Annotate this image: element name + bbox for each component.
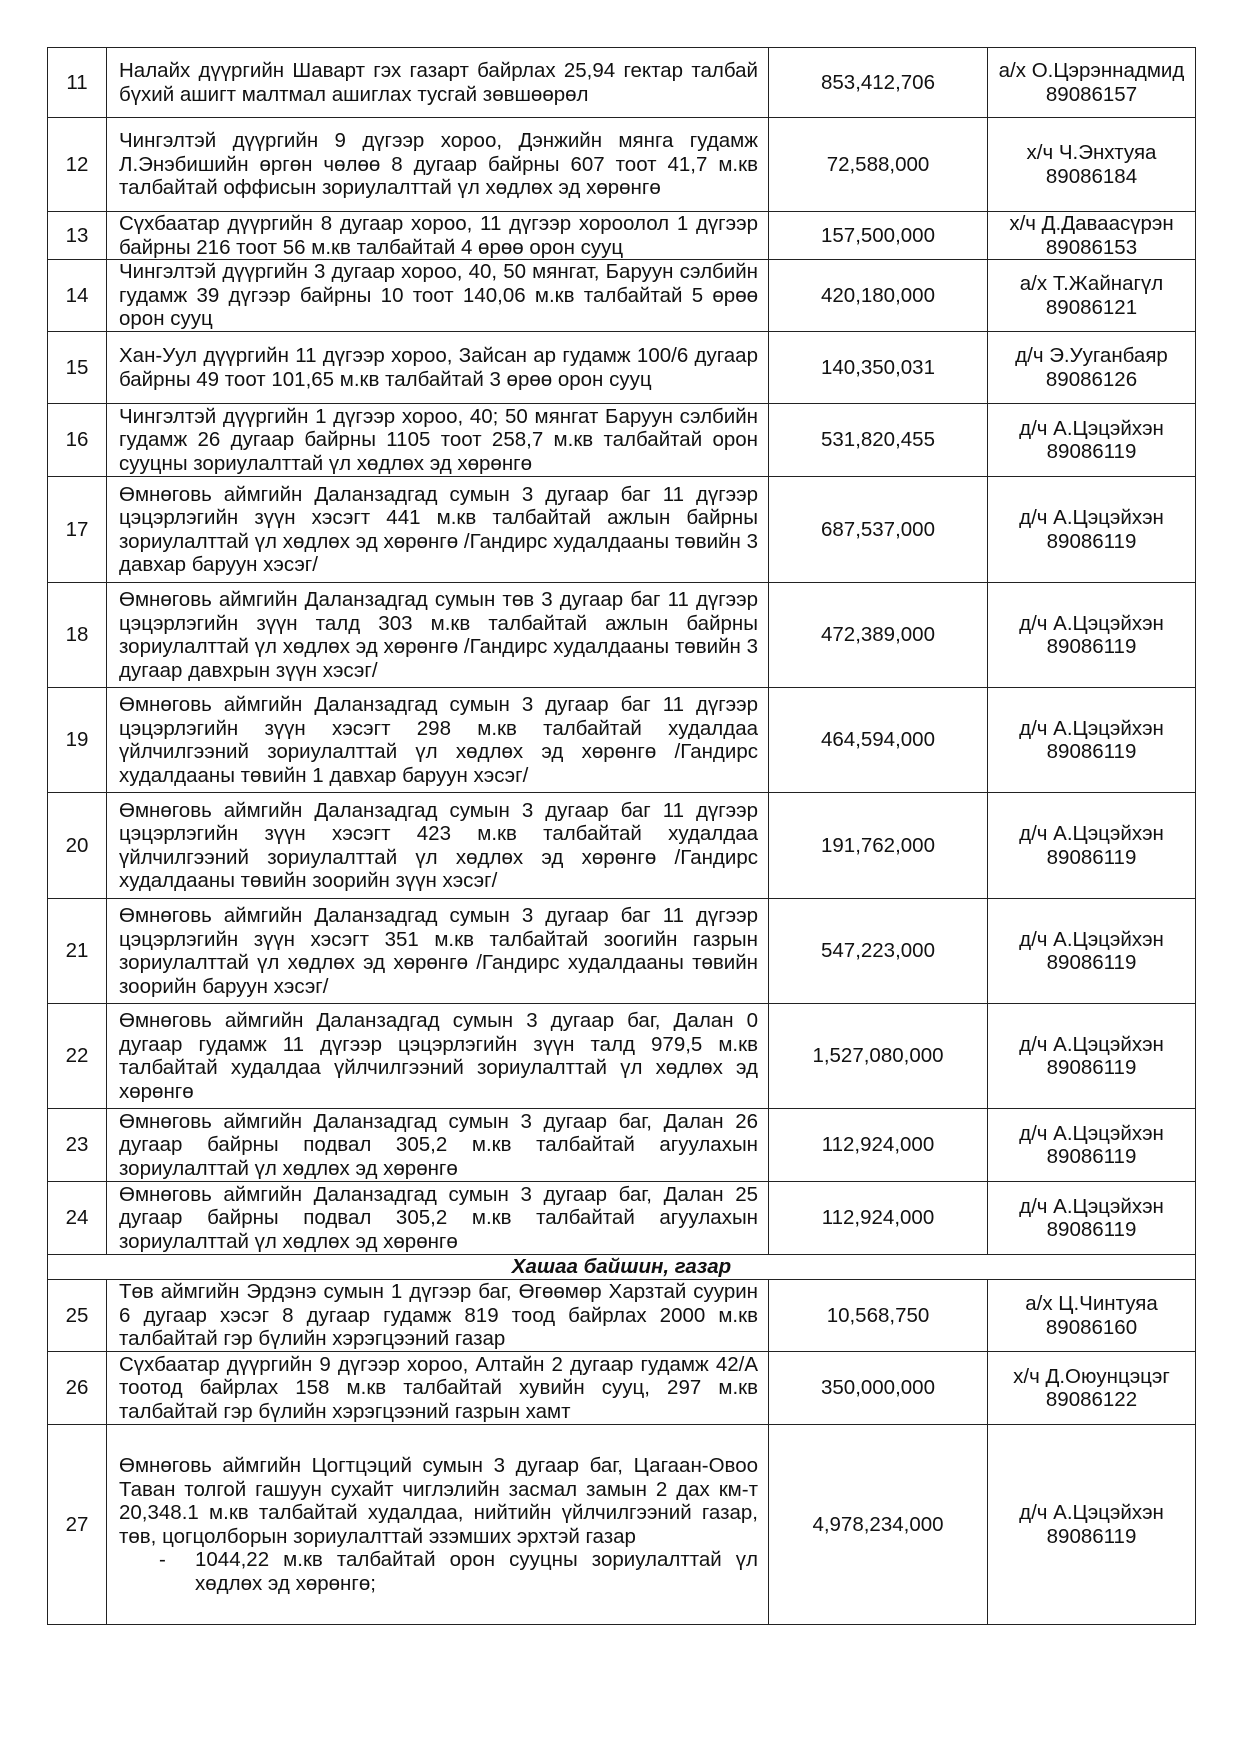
contact-phone: 89086184 [1045,164,1138,188]
contact-phone: 89086121 [1045,295,1138,319]
row-number: 18 [48,583,107,688]
table-row [48,477,1196,583]
row-price: 472,389,000 [769,583,988,688]
contact-name: д/ч А.Цэцэйхэн [1019,1501,1164,1524]
row-description: Налайх дүүргийн Шаварт гэх газарт байрлах 25,94 гектар талбай бүхий ашигт малтмал ашиглах тусгай зөвшөөрөл [107,48,769,118]
table-row [48,1109,1196,1182]
row-contact [988,1425,1196,1625]
contact-name: д/ч А.Цэцэйхэн [1019,506,1164,529]
row-contact [988,118,1196,212]
row-contact [988,1004,1196,1109]
contact-name: д/ч А.Цэцэйхэн [1019,927,1164,951]
row-description: Өмнөговь аймгийн Даланзадгад сумын 3 дугаар баг, Далан 0 дугаар гудамж 11 дүгээр цэцэрлэгийн зүүн талд 979,5 м.кв талбайтай худалдаа үйлчилгээний зориулалттай үл хөдлөх эд хөрөнгө [107,1004,769,1109]
row-description-text: Өмнөговь аймгийн Цогтцэций сумын 3 дугаар баг, Цагаан-Овоо Таван толгой гашуун сухайт чиглэлийн засмал замын 2 дах км-т 20,348.1 м.кв талбайтай худалдаа, нийтийн үйлчилгээний газар, төв, цогцолборын зориулалттай эзэмших эрхтэй газар [119,1454,758,1548]
section-header-row [48,1255,1196,1280]
contact-name: а/х Ц.Чинтуяа [1025,1292,1158,1315]
contact-phone: 89086119 [1046,1218,1137,1241]
row-price: 157,500,000 [769,212,988,260]
contact-name: д/ч А.Цэцэйхэн [1019,416,1164,440]
contact-phone: 89086119 [1046,440,1137,463]
contact-phone: 89086122 [1045,1388,1138,1411]
sub-item [119,1548,758,1595]
row-description [107,1425,769,1625]
row-number: 23 [48,1109,107,1182]
row-number: 27 [48,1425,107,1625]
contact-name: х/ч Д.Оюунцэцэг [1013,1364,1170,1388]
row-number: 20 [48,793,107,899]
row-description: Хан-Уул дүүргийн 11 дүгээр хороо, Зайсан ар гудамж 100/6 дугаар байрны 49 тоот 101,65 м.кв талбайтай 3 өрөө орон сууц [107,332,769,404]
row-description: Чингэлтэй дүүргийн 9 дүгээр хороо, Дэнжийн мянга гудамж Л.Энэбишийн өргөн чөлөө 8 дугаар байрны 607 тоот 41,7 м.кв талбайтай оффисын зориулалттай үл хөдлөх эд хөрөнгө [107,118,769,212]
contact-phone: 89086160 [1045,1315,1138,1339]
contact-name: х/ч Д.Даваасүрэн [1009,212,1174,235]
row-contact [988,1352,1196,1425]
row-number: 11 [48,48,107,118]
contact-name: д/ч А.Цэцэйхэн [1019,1194,1164,1218]
contact-name: х/ч Ч.Энхтуяа [1026,141,1157,164]
row-price: 112,924,000 [769,1182,988,1255]
table-row [48,118,1196,212]
row-number: 25 [48,1280,107,1352]
contact-phone: 89086157 [1045,82,1138,106]
contact-phone: 89086119 [1046,951,1137,974]
table-row [48,1182,1196,1255]
table-row [48,899,1196,1004]
table-row [48,1352,1196,1425]
row-description: Чингэлтэй дүүргийн 3 дугаар хороо, 40, 50 мянгат, Баруун сэлбийн гудамж 39 дүгээр байрны 10 тоот 140,06 м.кв талбайтай 5 өрөө орон сууц [107,260,769,332]
row-description: Төв аймгийн Эрдэнэ сумын 1 дүгээр баг, Өгөөмөр Харзтай суурин 6 дугаар хэсэг 8 дугаар гудамж 819 тоод байрлах 2000 м.кв талбайтай гэр бүлийн хэрэгцээний газар [107,1280,769,1352]
contact-phone: 89086126 [1045,367,1138,391]
row-number: 24 [48,1182,107,1255]
table-row [48,260,1196,332]
row-number: 16 [48,404,107,477]
row-number: 26 [48,1352,107,1425]
row-description: Өмнөговь аймгийн Даланзадгад сумын 3 дугаар баг 11 дүгээр цэцэрлэгийн зүүн хэсэгт 351 м.кв талбайтай зоогийн газрын зориулалттай үл хөдлөх эд хөрөнгө /Гандирс худалдааны төвийн зоорийн баруун хэсэг/ [107,899,769,1004]
contact-name: а/х Т.Жайнагүл [1019,272,1164,295]
contact-phone: 89086119 [1046,740,1137,763]
row-price: 1,527,080,000 [769,1004,988,1109]
table-row [48,404,1196,477]
row-contact [988,332,1196,404]
table-row [48,688,1196,793]
table-row [48,1425,1196,1625]
row-description: Өмнөговь аймгийн Даланзадгад сумын төв 3 дугаар баг 11 дүгээр цэцэрлэгийн зүүн талд 303 м.кв талбайтай ажлын байрны зориулалттай үл хөдлөх эд хөрөнгө /Гандирс худалдааны төвийн 3 дугаар давхрын зүүн хэсэг/ [107,583,769,688]
contact-name: д/ч А.Цэцэйхэн [1019,822,1164,845]
asset-table [47,47,1196,1625]
row-price: 72,588,000 [769,118,988,212]
sub-item-dash: - [159,1548,166,1571]
contact-phone: 89086119 [1046,1524,1137,1548]
row-price: 112,924,000 [769,1109,988,1182]
contact-phone: 89086153 [1045,235,1138,259]
contact-name: д/ч А.Цэцэйхэн [1019,716,1164,740]
table-row [48,793,1196,899]
contact-name: а/х О.Цэрэннадмид [998,59,1185,82]
row-contact [988,688,1196,793]
row-price: 420,180,000 [769,260,988,332]
row-description: Чингэлтэй дүүргийн 1 дүгээр хороо, 40; 50 мянгат Баруун сэлбийн гудамж 26 дугаар байрны 1105 тоот 258,7 м.кв талбайтай орон сууцны зориулалттай үл хөдлөх эд хөрөнгө [107,404,769,477]
row-contact [988,1109,1196,1182]
contact-phone: 89086119 [1046,845,1137,869]
contact-name: д/ч А.Цэцэйхэн [1019,611,1164,635]
row-price: 531,820,455 [769,404,988,477]
contact-name: д/ч Э.Ууганбаяр [1015,344,1168,367]
row-contact [988,212,1196,260]
row-contact [988,899,1196,1004]
table-row [48,48,1196,118]
row-description: Өмнөговь аймгийн Даланзадгад сумын 3 дугаар баг 11 дүгээр цэцэрлэгийн зүүн хэсэгт 298 м.кв талбайтай худалдаа үйлчилгээний зориулалттай үл хөдлөх эд хөрөнгө /Гандирс худалдааны төвийн 1 давхар баруун хэсэг/ [107,688,769,793]
row-price: 140,350,031 [769,332,988,404]
table-row [48,583,1196,688]
row-description: Өмнөговь аймгийн Даланзадгад сумын 3 дугаар баг 11 дүгээр цэцэрлэгийн зүүн хэсэгт 423 м.кв талбайтай худалдаа үйлчилгээний зориулалттай үл хөдлөх эд хөрөнгө /Гандирс худалдааны төвийн зоорийн зүүн хэсэг/ [107,793,769,899]
table-row [48,1004,1196,1109]
row-contact [988,48,1196,118]
row-price: 853,412,706 [769,48,988,118]
section-title: Хашаа байшин, газар [48,1255,1196,1280]
row-price: 350,000,000 [769,1352,988,1425]
row-description: Өмнөговь аймгийн Даланзадгад сумын 3 дугаар баг 11 дүгээр цэцэрлэгийн зүүн хэсэгт 441 м.кв талбайтай ажлын байрны зориулалттай үл хөдлөх эд хөрөнгө /Гандирс худалдааны төвийн 3 давхар баруун хэсэг/ [107,477,769,583]
row-number: 14 [48,260,107,332]
sub-item-text: 1044,22 м.кв талбайтай орон сууцны зориулалттай үл хөдлөх эд хөрөнгө; [195,1548,758,1595]
row-contact [988,1280,1196,1352]
row-price: 191,762,000 [769,793,988,899]
row-contact [988,583,1196,688]
row-contact [988,793,1196,899]
row-number: 12 [48,118,107,212]
table-row [48,1280,1196,1352]
contact-name: д/ч А.Цэцэйхэн [1019,1032,1164,1056]
contact-phone: 89086119 [1046,529,1137,553]
row-number: 15 [48,332,107,404]
row-description: Сүхбаатар дүүргийн 9 дүгээр хороо, Алтайн 2 дугаар гудамж 42/А тоотод байрлах 158 м.кв талбайтай хувийн сууц, 297 м.кв талбайтай гэр бүлийн хэрэгцээний газрын хамт [107,1352,769,1425]
contact-phone: 89086119 [1046,635,1137,658]
row-price: 464,594,000 [769,688,988,793]
row-contact [988,260,1196,332]
row-contact [988,404,1196,477]
row-number: 22 [48,1004,107,1109]
table-row [48,332,1196,404]
row-number: 13 [48,212,107,260]
contact-phone: 89086119 [1046,1145,1137,1168]
row-number: 19 [48,688,107,793]
contact-name: д/ч А.Цэцэйхэн [1019,1121,1164,1145]
row-number: 21 [48,899,107,1004]
row-description: Өмнөговь аймгийн Даланзадгад сумын 3 дугаар баг, Далан 26 дугаар байрны подвал 305,2 м.кв талбайтай агуулахын зориулалттай үл хөдлөх эд хөрөнгө [107,1109,769,1182]
row-description: Сүхбаатар дүүргийн 8 дугаар хороо, 11 дүгээр хороолол 1 дүгээр байрны 216 тоот 56 м.кв талбайтай 4 өрөө орон сууц [107,212,769,260]
row-price: 687,537,000 [769,477,988,583]
row-contact [988,1182,1196,1255]
contact-phone: 89086119 [1046,1056,1137,1079]
row-price: 10,568,750 [769,1280,988,1352]
row-price: 547,223,000 [769,899,988,1004]
table-row [48,212,1196,260]
row-price: 4,978,234,000 [769,1425,988,1625]
row-description: Өмнөговь аймгийн Даланзадгад сумын 3 дугаар баг, Далан 25 дугаар байрны подвал 305,2 м.кв талбайтай агуулахын зориулалттай үл хөдлөх эд хөрөнгө [107,1182,769,1255]
row-number: 17 [48,477,107,583]
row-contact [988,477,1196,583]
